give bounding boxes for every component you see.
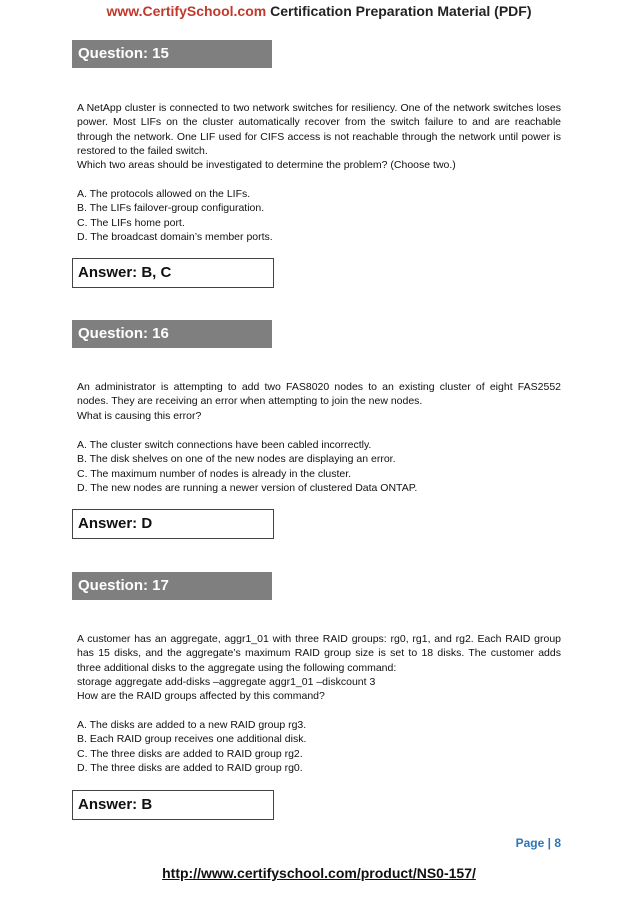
option-a: A. The protocols allowed on the LIFs. [77,188,251,200]
header-brand-link[interactable]: www.CertifySchool.com [106,3,267,19]
option-b: B. Each RAID group receives one additional disk. [77,733,307,746]
option-d: D. The new nodes are running a newer version of clustered Data ONTAP. [77,481,418,494]
question-17-heading: Question: 17 [72,572,272,600]
option-d: D. The broadcast domain’s member ports. [77,230,273,243]
question-17-options [77,718,561,775]
option-a: A. The cluster switch connections have been cabled incorrectly. [77,439,372,451]
question-15-answer: Answer: B, C [72,258,274,288]
question-16-body: An administrator is attempting to add two FAS8020 nodes to an existing cluster of eight FAS2552 nodes. They are receiving an error when attempting to join the new nodes. [77,381,561,408]
question-15-prompt: Which two areas should be investigated to determine the problem? (Choose two.) [77,159,456,172]
question-16-prompt: What is causing this error? [77,409,202,422]
footer-product-link[interactable]: http://www.certifyschool.com/product/NS0-157/ [162,865,476,881]
question-15-body: A NetApp cluster is connected to two network switches for resiliency. One of the network switches loses power. Most LIFs on the cluster automatically recover from the switch failure to and are reachable through the network. One LIF used for CIFS access is not reachable through the network until power is restored to the failed switch. [77,102,561,157]
question-17-text [77,632,561,703]
option-c: C. The three disks are added to RAID group rg2. [77,747,303,760]
question-15-heading: Question: 15 [72,40,272,68]
option-b: B. The LIFs failover-group configuration. [77,202,265,215]
option-a: A. The disks are added to a new RAID group rg3. [77,719,307,731]
question-15-text [77,101,561,172]
option-c: C. The maximum number of nodes is already in the cluster. [77,467,352,480]
question-17-body: A customer has an aggregate, aggr1_01 with three RAID groups: rg0, rg1, and rg2. Each RAID group has 15 disks, and the aggregate’s maximum RAID group size is set to 18 disks. The customer adds three additional disks to the aggregate using the following command: [77,633,561,674]
question-16-options [77,438,561,495]
option-b: B. The disk shelves on one of the new nodes are displaying an error. [77,453,396,466]
page-number: Page | 8 [515,836,561,850]
option-c: C. The LIFs home port. [77,216,185,229]
option-d: D. The three disks are added to RAID group rg0. [77,761,303,774]
page-header [0,3,638,19]
question-17-command: storage aggregate add-disks –aggregate aggr1_01 –diskcount 3 [77,675,376,688]
question-16-text [77,380,561,423]
question-17-prompt: How are the RAID groups affected by this command? [77,690,325,703]
question-16-answer: Answer: D [72,509,274,539]
question-17-answer: Answer: B [72,790,274,820]
header-title: Certification Preparation Material (PDF) [266,3,532,19]
question-16-heading: Question: 16 [72,320,272,348]
question-15-options [77,187,561,244]
